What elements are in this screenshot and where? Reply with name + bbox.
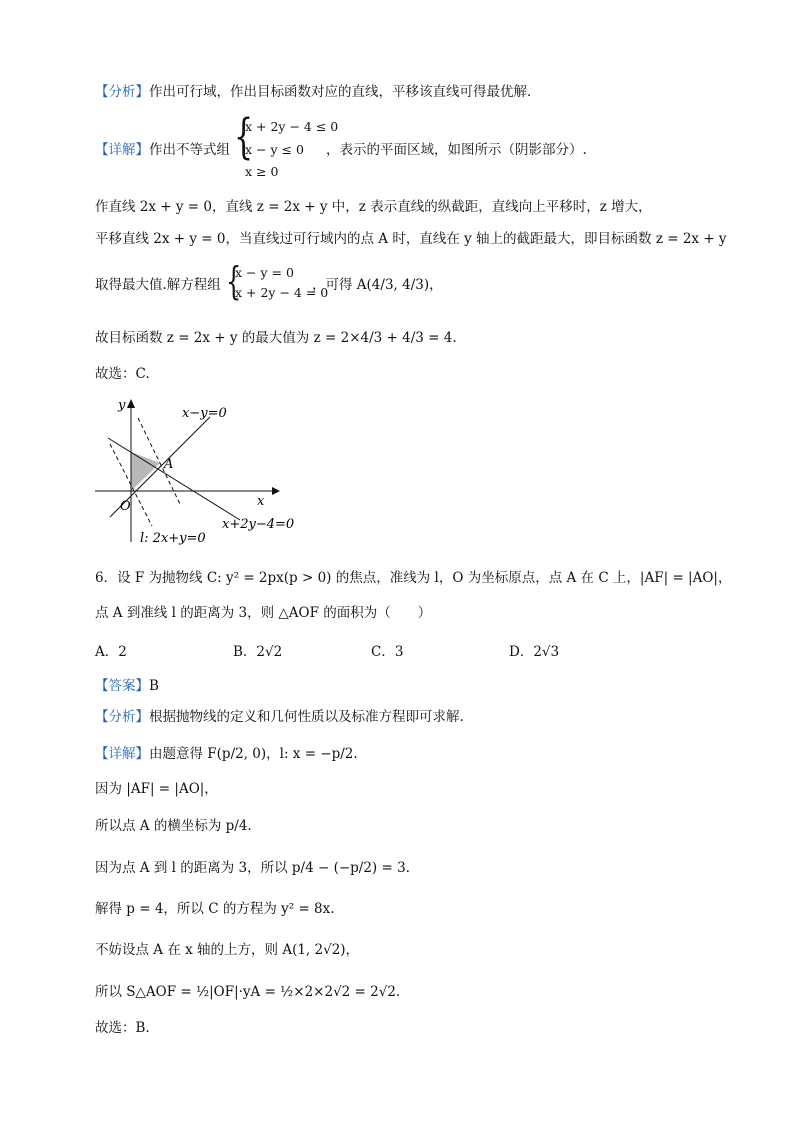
analysis-text: 作出可行域，作出目标函数对应的直线，平移该直线可得最优解． bbox=[149, 84, 541, 100]
option-a: A．2 bbox=[95, 644, 127, 660]
analysis-1 bbox=[95, 82, 541, 102]
step-5: 不妨设点 A 在 x 轴的上方，则 A(1, 2√2)， bbox=[95, 942, 360, 958]
detail-2-text: 由题意得 F(p/2, 0)，l: x = −p/2. bbox=[149, 746, 358, 762]
system-row-1: x + 2y − 4 ≤ 0 bbox=[245, 119, 339, 134]
detail-tag: 【详解】 bbox=[95, 142, 149, 158]
detail-lead: 作出不等式组 bbox=[149, 142, 230, 158]
step-4: 解得 p = 4，所以 C 的方程为 y² = 8x. bbox=[95, 901, 335, 917]
detail-2 bbox=[95, 744, 358, 764]
analysis-2 bbox=[95, 707, 464, 727]
step-1: 因为 |AF| = |AO|， bbox=[95, 781, 218, 797]
draw-line-text: 作直线 2x + y = 0，直线 z = 2x + y 中，z 表示直线的纵截距，直线向上平移时，z 增大， bbox=[95, 199, 652, 215]
y-label: y bbox=[118, 398, 126, 413]
line2-label: x+2y−4=0 bbox=[222, 517, 295, 532]
analysis-2-tag: 【分析】 bbox=[95, 709, 149, 725]
option-b: B．2√2 bbox=[233, 644, 283, 660]
step-3: 因为点 A 到 l 的距离为 3，所以 p/4 − (−p/2) = 3. bbox=[95, 860, 410, 876]
q6-stem-2: 点 A 到准线 l 的距离为 3，则 △AOF 的面积为（ ） bbox=[95, 605, 432, 621]
analysis-2-text: 根据抛物线的定义和几何性质以及标准方程即可求解. bbox=[149, 709, 464, 725]
detail-2-tag: 【详解】 bbox=[95, 746, 149, 762]
solve-lead: 取得最大值.解方程组 bbox=[95, 277, 221, 293]
system-row-3: x ≥ 0 bbox=[245, 164, 279, 179]
detail-1 bbox=[95, 140, 230, 160]
analysis-tag: 【分析】 bbox=[95, 84, 149, 100]
max-value-text: 故目标函数 z = 2x + y 的最大值为 z = 2×4/3 + 4/3 = 4. bbox=[95, 330, 457, 346]
option-d: D．2√3 bbox=[509, 644, 560, 660]
x-label: x bbox=[257, 494, 265, 509]
q6-stem-1: 6．设 F 为抛物线 C: y² = 2px(p > 0) 的焦点，准线为 l，O 为坐标原点，点 A 在 C 上，|AF| = |AO|， bbox=[95, 570, 732, 586]
answer-1: 故选：C. bbox=[95, 366, 150, 382]
line3-label: l: 2x+y=0 bbox=[140, 531, 206, 546]
y-arrow-icon bbox=[127, 399, 135, 408]
line1-label: x−y=0 bbox=[182, 406, 227, 421]
step-6: 所以 S△AOF = ½|OF|·yA = ½×2×2√2 = 2√2. bbox=[95, 984, 401, 1000]
shift-line-text: 平移直线 2x + y = 0，当直线过可行域内的点 A 时，直线在 y 轴上的截距最大，即目标函数 z = 2x + y bbox=[95, 231, 727, 247]
system-row-2: x − y ≤ 0 bbox=[245, 142, 304, 157]
answer-2: 故选：B. bbox=[95, 1020, 150, 1036]
option-c: C．3 bbox=[371, 644, 404, 660]
solve-row-1: x − y = 0 bbox=[235, 265, 294, 280]
answer-line bbox=[95, 676, 159, 696]
point-a-label: A bbox=[164, 457, 174, 472]
brace-symbol: { bbox=[234, 109, 254, 166]
origin-label: O bbox=[120, 499, 131, 514]
step-2: 所以点 A 的横坐标为 p/4. bbox=[95, 818, 252, 834]
answer-value: B bbox=[149, 678, 159, 694]
detail-tail: ，表示的平面区域，如图所示（阴影部分）. bbox=[326, 142, 587, 158]
solve-row-2: x + 2y − 4 = 0 bbox=[235, 285, 329, 300]
feasible-region-figure bbox=[90, 392, 300, 550]
x-arrow-icon bbox=[272, 487, 280, 495]
answer-tag: 【答案】 bbox=[95, 678, 149, 694]
solve-tail: ，可得 A(4/3, 4/3)， bbox=[312, 277, 443, 293]
brace-symbol-2: { bbox=[226, 258, 242, 304]
